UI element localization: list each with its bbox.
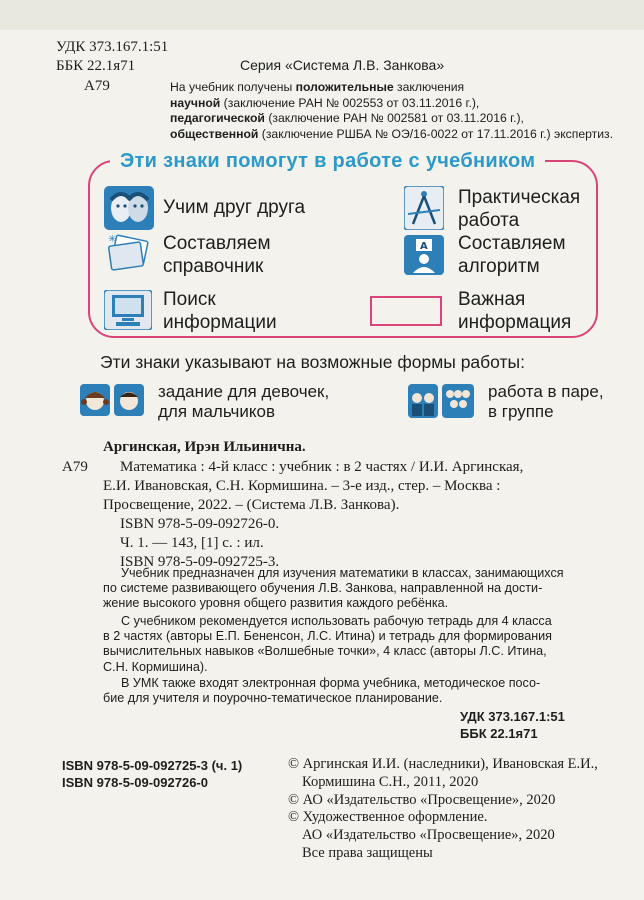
algorithm-icon — [404, 235, 444, 275]
svg-text:A: A — [420, 241, 428, 252]
sign-label-important-info: Важная информация — [458, 289, 572, 333]
author-mark: А79 — [84, 78, 110, 94]
biblio-author: Аргинская, Ирэн Ильинична. — [103, 439, 306, 455]
annotation-p3: В УМК также входят электронная форма учебника, методическое посо- бие для учителя и поурочно-тематическое планирование. — [103, 676, 541, 706]
udk-code: УДК 373.167.1:51 — [56, 39, 169, 55]
series-title: Серия «Система Л.В. Занкова» — [240, 57, 445, 73]
girls-boys-task-label: задание для девочек, для мальчиков — [158, 382, 330, 421]
classification-top — [56, 38, 168, 76]
biblio-mark: А79 — [62, 459, 88, 475]
bbk-code: ББК 22.1я71 — [56, 58, 136, 74]
sign-label-reference-book: Составляем справочник — [163, 233, 271, 277]
annotation-p1: Учебник предназначен для изучения математики в классах, занимающихся по системе развивающего обучения Л.В. Занкова, направленной на дости- жение высокого уровня общего развития каждого ребёнка. — [103, 566, 564, 611]
sign-label-learn-together: Учим друг друга — [163, 197, 306, 218]
sign-label-practical-work: Практическая работа — [458, 187, 581, 231]
signs-legend-title: Эти знаки помогут в работе с учебником — [110, 150, 545, 173]
pair-group-work-label: работа в паре, в группе — [488, 382, 604, 421]
biblio-description: Математика : 4-й класс : учебник : в 2 частях / И.И. Аргинская, — [120, 459, 524, 475]
sign-label-algorithm: Составляем алгоритм — [458, 233, 566, 277]
isbn-block: ISBN 978-5-09-092725-3 (ч. 1) ISBN 978-5-09-092726-0 — [62, 758, 243, 790]
biblio-description-cont: Е.И. Ивановская, С.Н. Кормишина. – 3-е изд., стер. – Москва : Просвещение, 2022. – (Система Л.В. Занкова). — [103, 478, 501, 513]
girl-boy-icon — [80, 384, 144, 416]
faces-icon — [104, 186, 154, 230]
expert-conclusions: На учебник получены положительные заключения научной (заключение РАН № 002553 от 03.11.2016 г.), педагогической (заключение РАН № 002581 от 03.11.2016 г.), общественной (заключение РШБА № ОЭ/16-0022 от 17.11.2016 г.) экспертиз. — [170, 80, 614, 141]
classification-bottom: УДК 373.167.1:51 ББК 22.1я71 — [460, 709, 565, 741]
computer-icon — [104, 290, 152, 330]
compass-icon — [404, 186, 444, 230]
pair-group-icon — [408, 384, 474, 418]
top-band — [0, 0, 644, 30]
annotation-p2: С учебником рекомендуется использовать рабочую тетрадь для 4 класса в 2 частях (авторы Е.П. Бененсон, Л.С. Итина) и тетрадь для формирования вычислительных навыков «Волшебные точки», 4 класс (авторы Л.С. Итина, С.Н. Кормишина). — [103, 614, 553, 674]
frame-icon — [370, 296, 442, 326]
work-forms-title: Эти знаки указывают на возможные формы работы: — [100, 352, 525, 372]
sign-label-info-search: Поиск информации — [163, 289, 277, 333]
cards-icon — [104, 232, 154, 276]
biblio-isbn-block: ISBN 978-5-09-092726-0. Ч. 1. — 143, [1] с. : ил. ISBN 978-5-09-092725-3. — [120, 516, 280, 570]
copyright-block: © Аргинская И.И. (наследники), Ивановская Е.И., Кормишина С.Н., 2011, 2020 © АО «Издательство «Просвещение», 2020 © Художественное оформление. АО «Издательство «Просвещение», 2020 Все права защищены — [288, 756, 598, 861]
svg-text:✳: ✳ — [108, 234, 117, 245]
